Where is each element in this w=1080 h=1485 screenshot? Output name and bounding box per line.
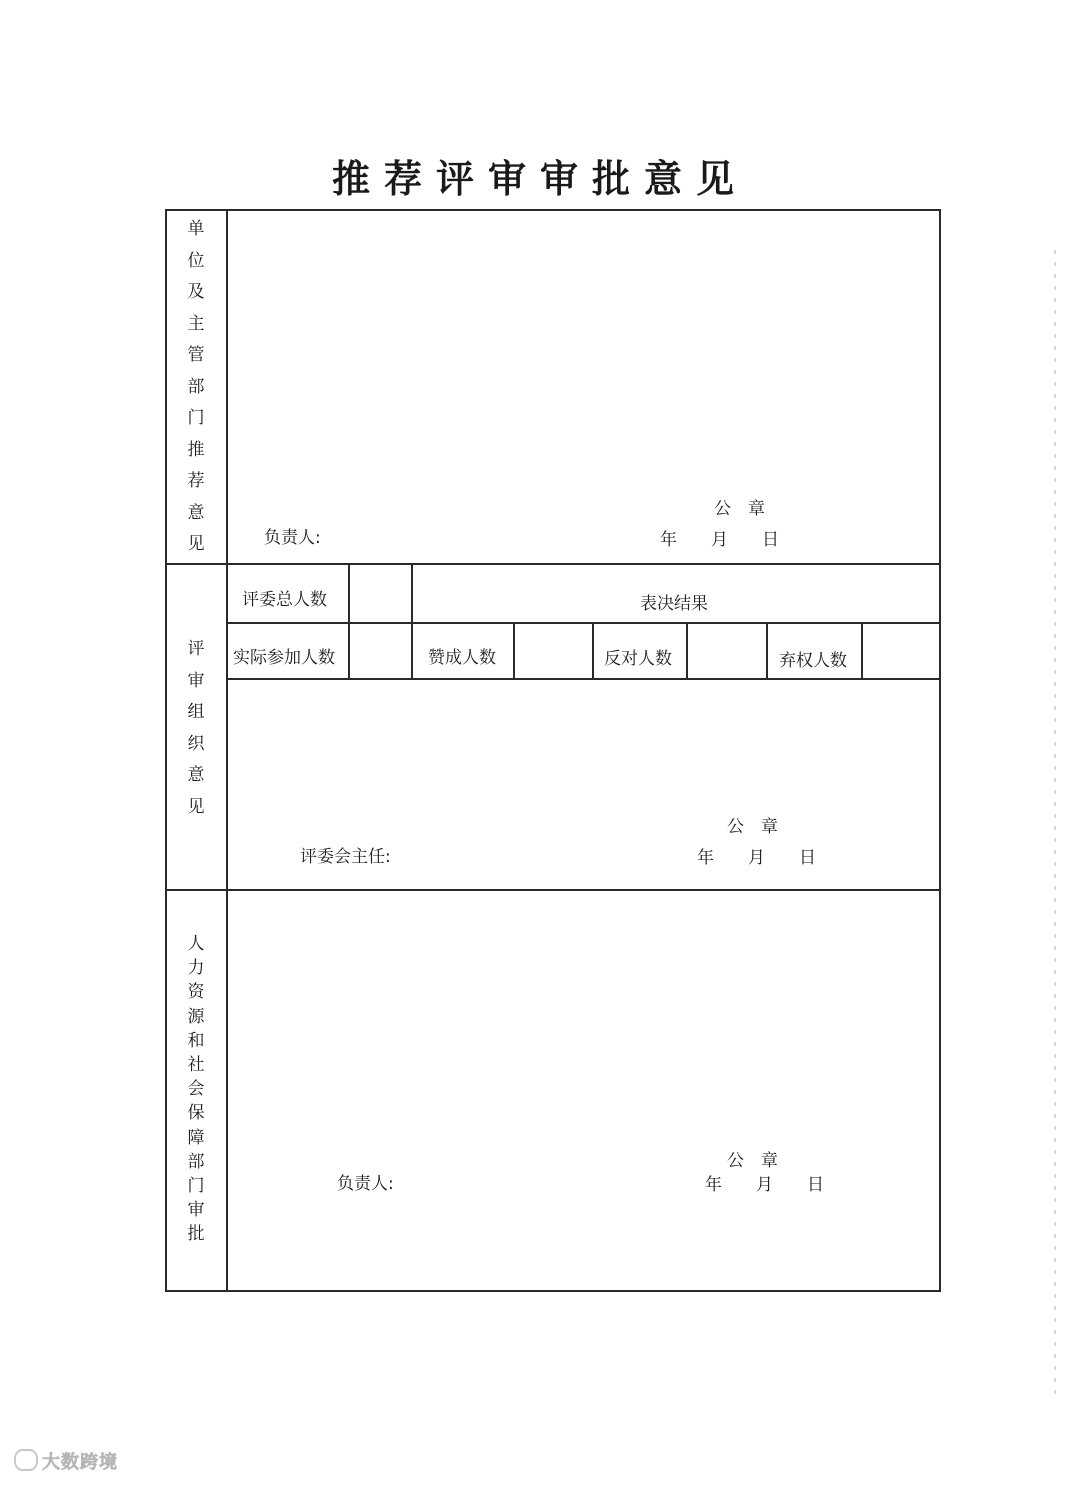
section1-label-char: 推: [187, 439, 205, 460]
total-members-label: 评委总人数: [242, 590, 327, 610]
vote-grid-col-6: [766, 623, 768, 679]
table-right-border: [939, 209, 941, 1292]
table-bottom-border: [165, 1290, 940, 1292]
watermark-icon: [14, 1449, 38, 1471]
vote-grid-col-2: [411, 565, 413, 679]
abstain-count-label: 弃权人数: [779, 651, 847, 671]
section1-responsible-label: 负责人:: [264, 528, 321, 548]
section3-label-char: 和: [187, 1030, 205, 1051]
section3-label-char: 人: [187, 934, 205, 954]
voting-result-label: 表决结果: [640, 594, 708, 614]
section3-label-char: 资: [187, 982, 205, 1003]
section2-vertical-label: [184, 634, 208, 823]
table-top-border: [166, 209, 941, 211]
watermark-text: 大数跨境: [42, 1452, 118, 1473]
section2-label-char: 织: [187, 733, 205, 754]
section3-label-char: 门: [187, 1176, 205, 1197]
vote-grid-col-3: [513, 623, 515, 679]
section3-label-char: 保: [187, 1103, 205, 1124]
section3-label-char: 会: [187, 1079, 205, 1100]
section3-date-label: 年 月 日: [705, 1175, 824, 1195]
section1-vertical-label: [184, 214, 208, 561]
section3-label-char: 批: [187, 1224, 205, 1245]
actual-members-label: 实际参加人数: [233, 648, 335, 668]
section2-label-char: 意: [187, 765, 205, 785]
section-divider-1: [166, 563, 940, 565]
section2-label-char: 审: [187, 670, 205, 691]
section1-seal-label: 公 章: [714, 499, 765, 519]
section1-label-char: 意: [187, 502, 205, 523]
section2-date-label: 年 月 日: [697, 848, 816, 868]
section1-date-label: 年 月 日: [660, 530, 779, 550]
section1-label-char: 管: [187, 345, 205, 365]
section-divider-2: [166, 889, 940, 891]
no-count-label: 反对人数: [604, 649, 672, 669]
section3-responsible-label: 负责人:: [337, 1174, 394, 1194]
watermark-logo: [14, 1448, 118, 1474]
vote-grid-mid-line: [227, 622, 940, 624]
scan-edge-artifact: [1054, 250, 1056, 1400]
section3-label-char: 审: [187, 1200, 205, 1221]
page-title: 推荐评审审批意见: [331, 156, 748, 201]
section1-label-char: 部: [187, 376, 205, 397]
vote-grid-col-1: [348, 565, 350, 679]
section3-label-char: 源: [187, 1006, 205, 1027]
section3-label-char: 社: [187, 1055, 205, 1076]
yes-count-label: 赞成人数: [428, 648, 496, 668]
vote-grid-col-5: [686, 623, 688, 679]
section2-label-char: 见: [187, 796, 205, 817]
section2-label-char: 评: [187, 639, 205, 659]
vote-grid-bottom-line: [227, 678, 940, 680]
vote-grid-col-7: [861, 623, 863, 679]
section3-label-char: 力: [187, 958, 205, 979]
label-column-divider: [226, 209, 228, 1292]
table-left-border: [165, 209, 167, 1292]
section3-vertical-label: [184, 932, 208, 1247]
section3-label-char: 部: [187, 1151, 205, 1172]
vote-grid-col-4: [592, 623, 594, 679]
section1-label-char: 荐: [187, 471, 205, 491]
section1-label-char: 主: [187, 313, 205, 334]
section2-label-char: 组: [187, 702, 205, 722]
section1-label-char: 单: [187, 219, 205, 239]
section3-label-char: 障: [187, 1127, 205, 1148]
section2-seal-label: 公 章: [727, 817, 778, 837]
section3-seal-label: 公 章: [727, 1151, 778, 1171]
section2-chair-label: 评委会主任:: [300, 847, 391, 867]
section1-label-char: 位: [187, 250, 205, 271]
section1-label-char: 及: [187, 282, 205, 302]
section1-label-char: 门: [187, 408, 205, 428]
section1-label-char: 见: [187, 534, 205, 554]
